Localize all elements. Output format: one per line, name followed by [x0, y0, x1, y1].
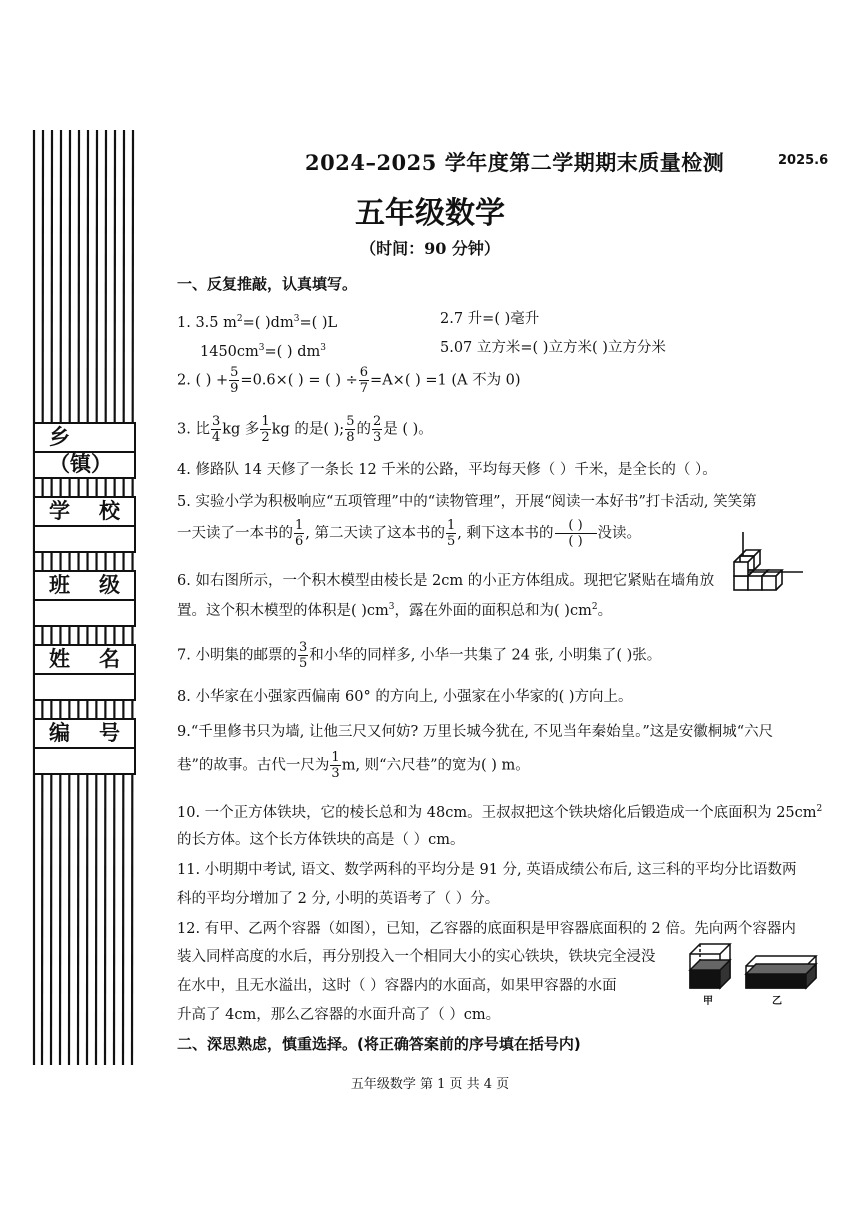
question-7: 7. 小明集的邮票的 $\frac{3}{5}$ 和小华的同样多, 小华一共集了 24 张, 小明集了( )张。 [177, 640, 662, 671]
township-label: 乡（镇） [49, 425, 112, 476]
question-6-line-2: 置。这个积木模型的体积是( )$cm^3$，露在外面的面积总和为( )$cm^2$。 [177, 602, 613, 619]
question-10-line-2: 的长方体。这个长方体铁块的高是（ ）cm。 [177, 832, 465, 848]
question-4: 4. 修路队 14 天修了一条长 12 千米的公路，平均每天修（ ）千米，是全长的（ ）。 [177, 462, 717, 478]
question-6-line-1: 6. 如右图所示，一个积木模型由棱长是 2cm 的小正方体组成。现把它紧贴在墙角放 [177, 573, 715, 589]
question-12-line-3: 在水中，且无水溢出，这时（ ）容器内的水面高，如果甲容器的水面 [177, 978, 617, 994]
question-11-line-2: 科的平均分增加了 2 分, 小明的英语考了（ ）分。 [177, 891, 500, 907]
container-label-jia: 甲 [703, 996, 713, 1007]
name-label-a: 姓 [49, 647, 70, 671]
question-1-part-b: 2.7 升=( )毫升 [440, 311, 540, 327]
question-11-line-1: 11. 小明期中考试, 语文、数学两科的平均分是 91 分, 英语成绩公布后, 这三科的平均分比语数两 [177, 862, 797, 878]
name-field[interactable] [33, 644, 136, 701]
number-blank[interactable] [35, 749, 134, 773]
number-label-a: 编 [49, 721, 70, 745]
question-3: 3. 比 $\frac{3}{4}$ kg 多 $\frac{1}{2}$ kg 的是( ); $\frac{5}{8}$ 的 $\frac{2}{3}$ 是 ( )。 [177, 414, 433, 445]
question-1-part-c: $1450cm^3=$( ) $dm^3$ [200, 343, 326, 360]
class-label-b: 级 [99, 573, 120, 597]
question-9-line-2: 巷”的故事。古代一尺为 $\frac{1}{3}$ m, 则“六尺巷”的宽为( ) m。 [177, 750, 530, 781]
school-label-a: 学 [49, 499, 70, 523]
exam-title: 2024–2025 学年度第二学期期末质量检测 [305, 150, 725, 175]
section-1-title: 一、反复推敲，认真填写。 [177, 275, 358, 293]
class-field[interactable] [33, 570, 136, 627]
container-label-yi: 乙 [772, 996, 782, 1007]
block-model-figure [728, 532, 803, 602]
section-2-title: 二、深思熟虑，慎重选择。(将正确答案前的序号填在括号内) [177, 1035, 581, 1053]
number-label-b: 号 [99, 721, 120, 745]
subject-title: 五年级数学 [355, 196, 505, 231]
name-label-b: 名 [99, 647, 120, 671]
exam-date: 2025.6 [778, 153, 829, 168]
school-field[interactable] [33, 496, 136, 553]
class-blank[interactable] [35, 601, 134, 625]
question-12-line-2: 装入同样高度的水后，再分别投入一个相同大小的实心铁块，铁块完全浸没 [177, 949, 656, 965]
township-field[interactable] [33, 422, 136, 479]
school-label-b: 校 [99, 499, 120, 523]
time-limit: （时间：90 分钟） [360, 239, 500, 258]
question-1-part-d: 5.07 立方米=( )立方米( )立方分米 [440, 340, 666, 356]
number-field[interactable] [33, 718, 136, 775]
class-label-a: 班 [49, 573, 70, 597]
question-1-part-a: 1. 3.5 $m^2=$( )$dm^3=$( )L [177, 314, 338, 331]
question-10-line-1: 10. 一个正方体铁块，它的棱长总和为 48cm。王叔叔把这个铁块熔化后锻造成一个底面积为 $25cm^2$ [177, 804, 823, 821]
question-2: 2. ( ) + $\frac{5}{9}$ =0.6×( ) = ( ) ÷ $\frac{6}{7}$ =A×( ) =1 (A 不为 0) [177, 365, 521, 396]
page-footer: 五年级数学 第 1 页 共 4 页 [350, 1077, 510, 1092]
name-blank[interactable] [35, 675, 134, 699]
question-5-line-2: 一天读了一本书的 $\frac{1}{6}$ , 第二天读了这本书的 $\frac{1}{5}$ , 剩下这本书的 $\frac{( )}{( )}$ 没读。 [177, 518, 641, 549]
question-5-line-1: 5. 实验小学为积极响应“五项管理”中的“读物管理”，开展“阅读一本好书”打卡活动, 笑笑第 [177, 494, 757, 510]
question-12-line-4: 升高了 4cm，那么乙容器的水面升高了（ ）cm。 [177, 1007, 501, 1023]
school-blank[interactable] [35, 527, 134, 551]
question-9-line-1: 9.“千里修书只为墙, 让他三尺又何妨? 万里长城今犹在, 不见当年秦始皇。”这是安徽桐城“六尺 [177, 724, 774, 740]
question-8: 8. 小华家在小强家西偏南 60° 的方向上, 小强家在小华家的( )方向上。 [177, 689, 633, 705]
question-12-line-1: 12. 有甲、乙两个容器（如图），已知，乙容器的底面积是甲容器底面积的 2 倍。先向两个容器内 [177, 921, 796, 937]
